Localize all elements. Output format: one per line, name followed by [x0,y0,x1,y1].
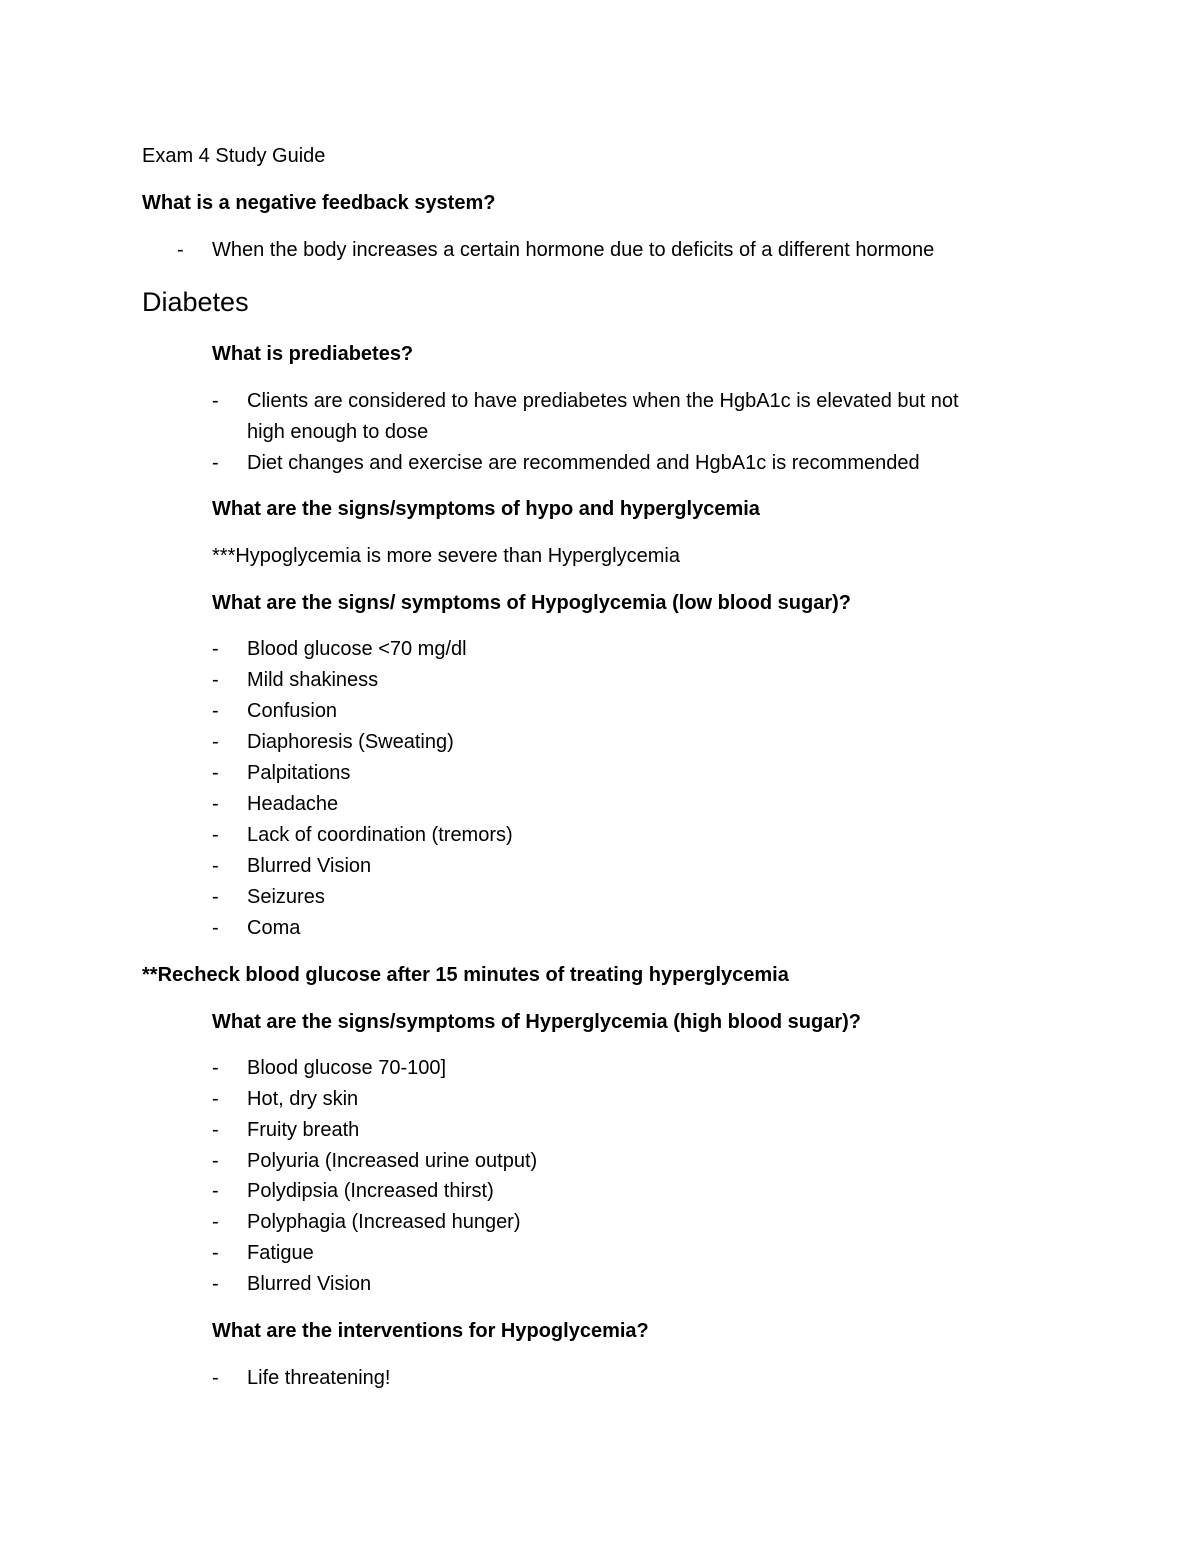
list-item: Blurred Vision [247,1273,372,1295]
list-item: Mild shakiness [247,669,379,691]
bullet-marker: - [212,855,219,877]
list-item: Diaphoresis (Sweating) [247,731,454,753]
question-hypoglycemia-interventions: What are the interventions for Hypoglycemia? [212,1320,649,1342]
bullet-marker: - [212,917,219,939]
list-item: Polydipsia (Increased thirst) [247,1180,494,1202]
list-item: Blood glucose <70 mg/dl [247,638,467,660]
list-item: When the body increases a certain hormone due to deficits of a different hormone [212,239,935,261]
list-item: Hot, dry skin [247,1088,359,1110]
bullet-marker: - [212,731,219,753]
document-title: Exam 4 Study Guide [142,145,326,167]
recheck-note: **Recheck blood glucose after 15 minutes of treating hyperglycemia [142,964,789,986]
question-hypo-hyper: What are the signs/symptoms of hypo and hyperglycemia [212,498,760,520]
list-item: Lack of coordination (tremors) [247,824,513,846]
bullet-marker: - [212,1273,219,1295]
bullet-marker: - [212,762,219,784]
question-hypoglycemia-symptoms: What are the signs/ symptoms of Hypoglycemia (low blood sugar)? [212,592,851,614]
bullet-marker: - [212,886,219,908]
list-item-continuation: high enough to dose [247,421,429,443]
bullet-marker: - [212,1211,219,1233]
list-item: Clients are considered to have prediabetes when the HgbA1c is elevated but not [247,390,959,412]
question-hyperglycemia-symptoms: What are the signs/symptoms of Hyperglycemia (high blood sugar)? [212,1011,861,1033]
list-item: Polyuria (Increased urine output) [247,1150,538,1172]
list-item: Fatigue [247,1242,314,1264]
bullet-marker: - [212,638,219,660]
list-item: Blood glucose 70-100] [247,1057,447,1079]
bullet-marker: - [212,1088,219,1110]
list-item: Palpitations [247,762,351,784]
bullet-marker: - [212,793,219,815]
bullet-marker: - [212,1119,219,1141]
bullet-marker: - [212,700,219,722]
bullet-marker: - [212,452,219,474]
bullet-marker: - [212,824,219,846]
bullet-marker: - [212,1057,219,1079]
list-item: Seizures [247,886,325,908]
list-item: Headache [247,793,339,815]
list-item: Blurred Vision [247,855,372,877]
list-item: Confusion [247,700,338,722]
bullet-marker: - [212,1242,219,1264]
bullet-marker: - [177,239,184,261]
section-heading-diabetes: Diabetes [142,287,249,317]
list-item: Polyphagia (Increased hunger) [247,1211,521,1233]
bullet-marker: - [212,669,219,691]
list-item: Life threatening! [247,1367,391,1389]
severity-note: ***Hypoglycemia is more severe than Hyperglycemia [212,545,680,567]
list-item: Coma [247,917,301,939]
bullet-marker: - [212,1367,219,1389]
bullet-marker: - [212,390,219,412]
bullet-marker: - [212,1150,219,1172]
list-item: Diet changes and exercise are recommended and HgbA1c is recommended [247,452,920,474]
question-prediabetes: What is prediabetes? [212,343,414,365]
list-item: Fruity breath [247,1119,360,1141]
question-negative-feedback: What is a negative feedback system? [142,192,496,214]
bullet-marker: - [212,1180,219,1202]
